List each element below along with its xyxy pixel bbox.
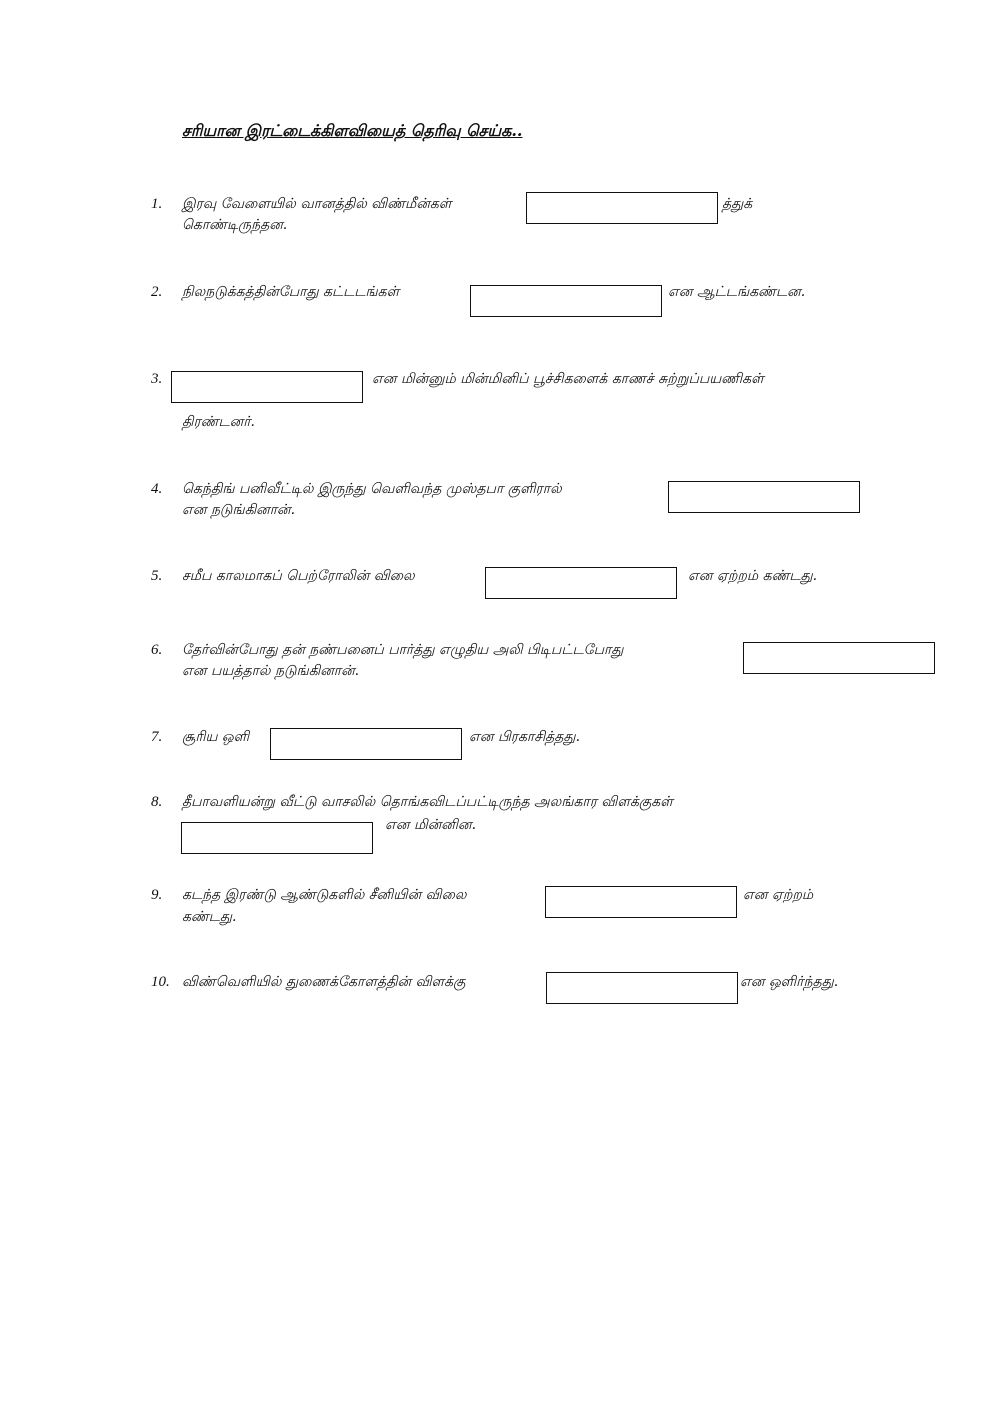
question-text-after: என மின்னின. bbox=[385, 817, 477, 833]
question-text-after: த்துக் bbox=[722, 196, 753, 212]
question-number: 3. bbox=[151, 371, 163, 387]
question-text-after: என ஆட்டங்கண்டன. bbox=[668, 284, 806, 300]
question-number: 8. bbox=[151, 794, 163, 810]
question-number: 5. bbox=[151, 568, 163, 584]
question-number: 9. bbox=[151, 887, 163, 903]
question-number: 10. bbox=[151, 974, 170, 990]
answer-input-6[interactable] bbox=[743, 642, 935, 674]
question-text: தேர்வின்போது தன் நண்பனைப் பார்த்து எழுதிய அலி பிடிபட்டபோது bbox=[182, 642, 624, 658]
question-text: நிலநடுக்கத்தின்போது கட்டடங்கள் bbox=[182, 284, 400, 300]
question-text: இரவு வேளையில் வானத்தில் விண்மீன்கள் bbox=[182, 196, 452, 212]
question-text-after: என ஏற்றம் bbox=[743, 887, 814, 903]
worksheet-title: சரியான இரட்டைக்கிளவியைத் தெரிவு செய்க.. bbox=[182, 121, 523, 140]
question-text-continued: கண்டது. bbox=[182, 909, 237, 925]
question-text-continued: என நடுங்கினான். bbox=[182, 502, 296, 518]
answer-input-1[interactable] bbox=[526, 192, 718, 224]
question-text-after: என ஏற்றம் கண்டது. bbox=[688, 568, 818, 584]
question-number: 6. bbox=[151, 642, 163, 658]
answer-input-8[interactable] bbox=[181, 822, 373, 854]
question-number: 2. bbox=[151, 284, 163, 300]
question-text: சமீப காலமாகப் பெற்ரோலின் விலை bbox=[182, 568, 415, 584]
question-number: 1. bbox=[151, 196, 163, 212]
answer-input-10[interactable] bbox=[546, 972, 738, 1004]
answer-input-7[interactable] bbox=[270, 728, 462, 760]
question-number: 7. bbox=[151, 729, 163, 745]
question-text: கெந்திங் பனிவீட்டில் இருந்து வெளிவந்த முஸ்தபா குளிரால் bbox=[182, 481, 562, 497]
question-text-continued: கொண்டிருந்தன. bbox=[182, 217, 288, 233]
answer-input-5[interactable] bbox=[485, 567, 677, 599]
question-text: கடந்த இரண்டு ஆண்டுகளில் சீனியின் விலை bbox=[182, 887, 467, 903]
question-text-continued: திரண்டனர். bbox=[182, 414, 256, 430]
question-text-after: என ஒளிர்ந்தது. bbox=[740, 974, 839, 990]
question-text-after: என மின்னும் மின்மினிப் பூச்சிகளைக் காணச் சுற்றுப்பயணிகள் bbox=[372, 371, 764, 387]
answer-input-3[interactable] bbox=[171, 371, 363, 403]
question-number: 4. bbox=[151, 481, 163, 497]
question-text: தீபாவளியன்று வீட்டு வாசலில் தொங்கவிடப்பட்டிருந்த அலங்கார விளக்குகள் bbox=[182, 794, 673, 810]
question-text-after: என பிரகாசித்தது. bbox=[469, 729, 581, 745]
answer-input-9[interactable] bbox=[545, 886, 737, 918]
answer-input-2[interactable] bbox=[470, 285, 662, 317]
question-text: விண்வெளியில் துணைக்கோளத்தின் விளக்கு bbox=[182, 974, 466, 990]
question-text: சூரிய ஒளி bbox=[182, 729, 250, 745]
question-text-continued: என பயத்தால் நடுங்கினான். bbox=[182, 663, 360, 679]
answer-input-4[interactable] bbox=[668, 481, 860, 513]
